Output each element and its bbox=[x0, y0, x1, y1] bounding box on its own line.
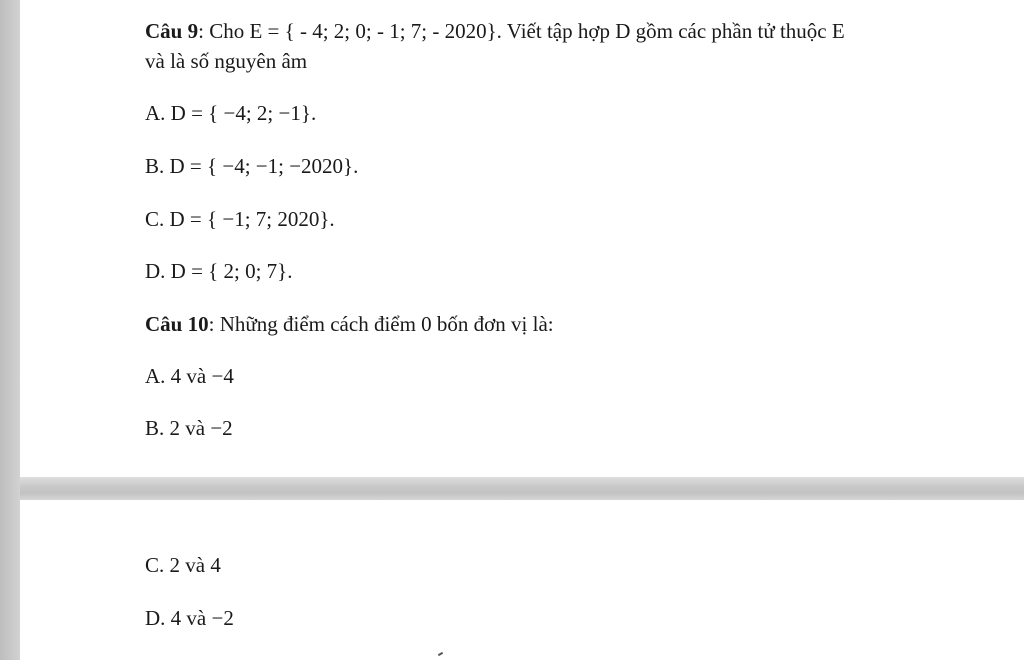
question-10-option-d[interactable]: D. 4 và −2 bbox=[145, 606, 234, 630]
question-9-stem-line-2: và là số nguyên âm bbox=[145, 49, 308, 73]
question-9-option-d[interactable]: D. D = { 2; 0; 7}. bbox=[145, 259, 293, 283]
question-10-label: Câu 10 bbox=[145, 312, 209, 336]
question-9-stem-text: : Cho E = { - 4; 2; 0; - 1; 7; - 2020}. Viết tập hợp D gồm các phần tử thuộc E bbox=[198, 19, 845, 43]
question-10-option-a[interactable]: A. 4 và −4 bbox=[145, 364, 234, 388]
question-10-stem-text: : Những điểm cách điểm 0 bốn đơn vị là: bbox=[208, 312, 554, 336]
page-upper bbox=[20, 0, 1024, 477]
question-9-option-c[interactable]: C. D = { −1; 7; 2020}. bbox=[145, 207, 335, 231]
question-10-stem bbox=[145, 311, 554, 337]
question-9-option-b[interactable]: B. D = { −4; −1; −2020}. bbox=[145, 154, 359, 178]
page-margin-strip bbox=[0, 0, 20, 660]
question-9-label: Câu 9 bbox=[145, 19, 199, 43]
partial-glyph-mark bbox=[438, 652, 443, 656]
question-9-stem-line-1 bbox=[145, 18, 845, 44]
page-break-separator bbox=[20, 477, 1024, 500]
page-lower bbox=[20, 500, 1024, 660]
question-9-option-a[interactable]: A. D = { −4; 2; −1}. bbox=[145, 101, 317, 125]
question-10-option-c[interactable]: C. 2 và 4 bbox=[145, 553, 221, 577]
question-10-option-b[interactable]: B. 2 và −2 bbox=[145, 416, 233, 440]
